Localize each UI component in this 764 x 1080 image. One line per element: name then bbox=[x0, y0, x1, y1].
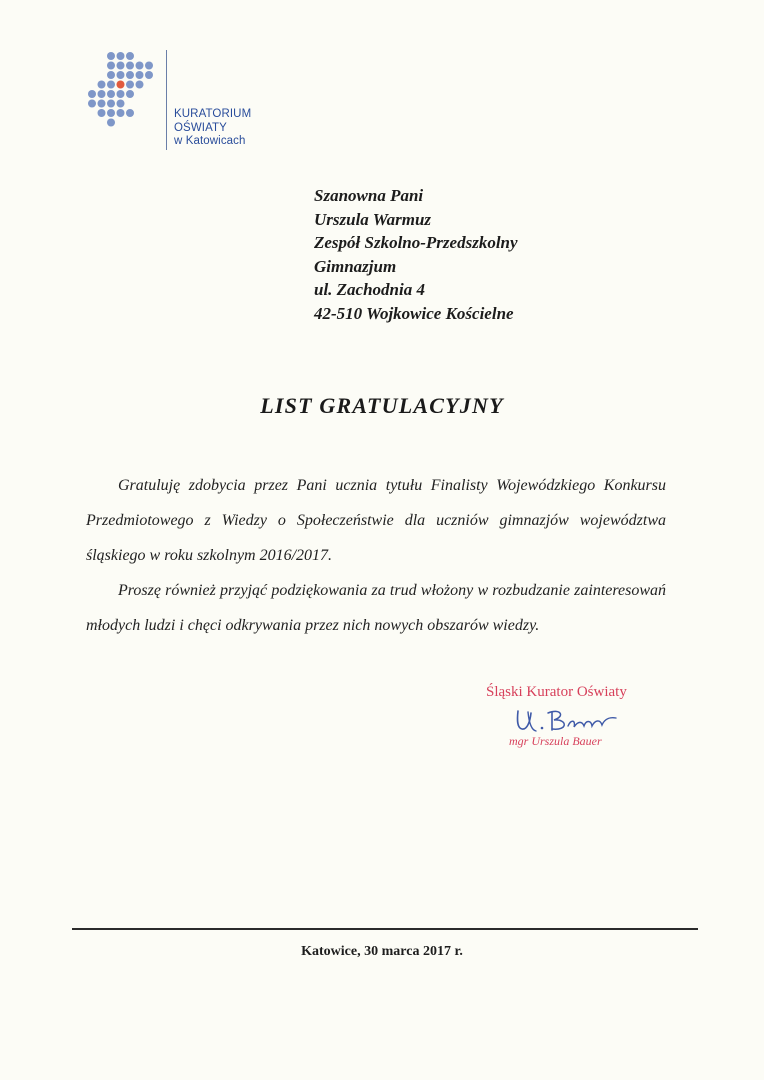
logo-dot bbox=[107, 119, 115, 127]
logo-dot bbox=[98, 81, 106, 89]
logo-dot bbox=[136, 81, 144, 89]
logo-dot bbox=[107, 100, 115, 108]
logo-dot bbox=[107, 90, 115, 98]
document-title: LIST GRATULACYJNY bbox=[260, 393, 504, 418]
logo-dot bbox=[126, 81, 134, 89]
logo-dot bbox=[117, 62, 125, 70]
letterhead bbox=[86, 50, 266, 160]
logo-dot bbox=[126, 62, 134, 70]
logo-dot bbox=[117, 109, 125, 117]
place-and-date: Katowice, 30 marca 2017 r. bbox=[301, 944, 463, 959]
logo-dot bbox=[88, 90, 96, 98]
logo-dot bbox=[88, 100, 96, 108]
signatory-name: mgr Urszula Bauer bbox=[509, 734, 602, 748]
logo-dot bbox=[117, 90, 125, 98]
address-line: ul. Zachodnia 4 bbox=[314, 280, 425, 299]
logo-dot bbox=[107, 62, 115, 70]
institution-name-line: KURATORIUM bbox=[174, 108, 252, 120]
signatory-role-stamp: Śląski Kurator Oświaty bbox=[486, 684, 627, 700]
letter-body bbox=[86, 468, 666, 643]
address-line: Gimnazjum bbox=[314, 256, 397, 276]
body-paragraph: Proszę również przyjąć podziękowania za trud włożony w rozbudzanie zainteresowań młodych ludzi i chęci odkrywania przez nich nowych obszarów wiedzy. bbox=[86, 582, 666, 634]
logo-dot bbox=[117, 52, 125, 60]
logo-dot bbox=[117, 71, 125, 79]
body-paragraph: Gratuluję zdobycia przez Pani ucznia tytułu Finalisty Wojewódzkiego Konkursu Przedmiotowego z Wiedzy o Społeczeństwie dla uczniów gimnazjów województwa śląskiego w roku szkolnym 2016/2017. bbox=[86, 477, 666, 564]
logo-dot bbox=[117, 100, 125, 108]
institution-name-line: w Katowicach bbox=[174, 135, 246, 147]
logo-dot bbox=[98, 90, 106, 98]
logo-divider bbox=[166, 50, 167, 150]
logo-dot bbox=[126, 52, 134, 60]
handwritten-signature bbox=[512, 704, 622, 736]
logo-dot bbox=[126, 90, 134, 98]
kuratorium-logo-icon bbox=[86, 50, 166, 150]
institution-name-line: OŚWIATY bbox=[174, 121, 227, 134]
recipient-address bbox=[314, 184, 518, 325]
logo-accent-dot bbox=[117, 81, 125, 89]
logo-dot bbox=[136, 62, 144, 70]
logo-dot bbox=[126, 109, 134, 117]
logo-dot bbox=[98, 109, 106, 117]
footer-divider bbox=[72, 928, 698, 930]
logo-dot bbox=[136, 71, 144, 79]
address-line: Zespół Szkolno-Przedszkolny bbox=[314, 233, 518, 252]
logo-dot bbox=[98, 100, 106, 108]
logo-dot bbox=[145, 62, 153, 70]
logo-dot bbox=[107, 81, 115, 89]
address-line: Szanowna Pani bbox=[314, 186, 424, 205]
logo-dot bbox=[107, 52, 115, 60]
logo-dot bbox=[126, 71, 134, 79]
institution-name bbox=[174, 108, 251, 149]
address-line: Urszula Warmuz bbox=[314, 209, 432, 229]
logo-dot bbox=[107, 71, 115, 79]
address-line: 42-510 Wojkowice Kościelne bbox=[314, 303, 514, 323]
logo-dot bbox=[107, 109, 115, 117]
logo-dot bbox=[145, 71, 153, 79]
